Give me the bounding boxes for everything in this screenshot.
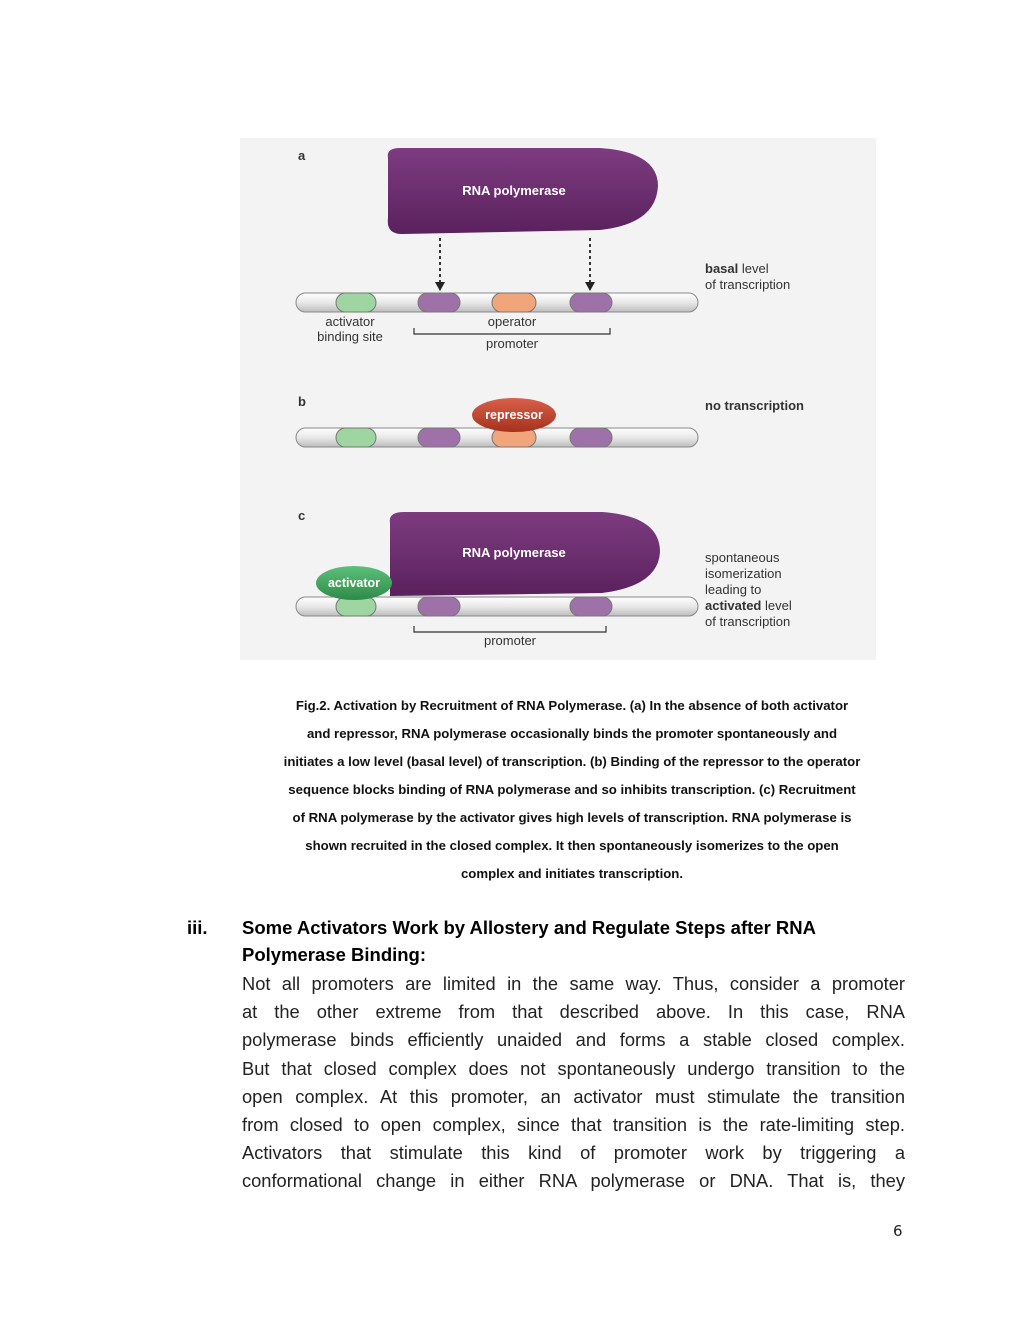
body-line: open complex. At this promoter, an activator must stimulate the transition [242, 1085, 905, 1107]
body-line: Not all promoters are limited in the same way. Thus, consider a promoter [242, 973, 905, 994]
no-transcription-note: no transcription [705, 398, 804, 413]
caption-line: shown recruited in the closed complex. It then spontaneously isomerizes to the open [305, 838, 839, 853]
promoter-element-left-c [418, 597, 460, 616]
dna-strand-a [296, 293, 698, 312]
caption-line: sequence blocks binding of RNA polymerase and so inhibits transcription. (c) Recruitment [288, 782, 856, 797]
promoter-element-right-b [570, 428, 612, 447]
activator-site-label-1: activator [325, 314, 375, 329]
basal-note-rest: level [738, 261, 769, 276]
section-heading-line1: Some Activators Work by Allostery and Regulate Steps after RNA [242, 917, 816, 938]
panel-a-label: a [298, 148, 306, 163]
activated-note-line1: spontaneous [705, 550, 780, 565]
body-line: conformational change in either RNA polymerase or DNA. That is, they [242, 1170, 905, 1192]
activated-note-bold: activated [705, 598, 762, 613]
operator-label: operator [487, 314, 537, 329]
body-line: from closed to open complex, since that transition is the rate-limiting step. [242, 1114, 905, 1136]
basal-note-bold: basal [705, 261, 739, 276]
promoter-label-c: promoter [483, 633, 537, 648]
caption-line: Fig.2. Activation by Recruitment of RNA Polymerase. (a) In the absence of both activator [295, 698, 849, 713]
promoter-element-left-b [418, 428, 460, 447]
activated-note-line4 [705, 598, 792, 613]
activator-site-b [336, 428, 376, 447]
caption-line: complex and initiates transcription. [460, 866, 684, 881]
caption-line: of RNA polymerase by the activator gives high levels of transcription. RNA polymerase is [292, 810, 852, 825]
activated-note-rest: level [761, 598, 792, 613]
body-line: polymerase binds efficiently unaided and forms a stable closed complex. [242, 1029, 905, 1051]
body-line: Activators that stimulate this kind of promoter work by triggering a [242, 1142, 905, 1164]
figure-activation-by-recruitment [240, 138, 876, 660]
promoter-element-right-a [570, 293, 612, 312]
caption-line: and repressor, RNA polymerase occasionally binds the promoter spontaneously and [306, 726, 838, 741]
promoter-element-right-c [570, 597, 612, 616]
body-line: at the other extreme from that described above. In this case, RNA [242, 1001, 905, 1023]
section-heading-line2: Polymerase Binding: [242, 944, 427, 965]
section-heading [242, 914, 906, 968]
activated-note-line2: isomerization [705, 566, 782, 581]
rna-polymerase-a-label: RNA polymerase [462, 183, 566, 198]
activated-note-line3: leading to [705, 582, 762, 597]
figure-caption [236, 692, 908, 888]
section-body [242, 970, 905, 1196]
dna-strand-b [296, 428, 698, 447]
activator-label: activator [327, 576, 381, 590]
basal-note-line1 [705, 261, 769, 276]
activator-site-label-2: binding site [317, 329, 383, 344]
section-number: iii. [187, 917, 208, 938]
activated-note-line5: of transcription [705, 614, 791, 629]
basal-note-line2: of transcription [705, 277, 791, 292]
arrow-right-a-head [585, 282, 595, 291]
repressor-label: repressor [485, 408, 543, 422]
page-number: 6 [893, 1222, 903, 1240]
arrow-left-a-head [435, 282, 445, 291]
activator-site-a [336, 293, 376, 312]
figure-diagram [240, 138, 876, 660]
caption-line: initiates a low level (basal level) of transcription. (b) Binding of the repressor to the operator [283, 754, 861, 769]
rna-polymerase-c-label: RNA polymerase [462, 545, 566, 560]
panel-b-label: b [298, 394, 306, 409]
promoter-bracket-c [414, 626, 606, 632]
promoter-label-a: promoter [485, 336, 539, 351]
panel-c-label: c [298, 508, 306, 523]
promoter-element-left-a [418, 293, 460, 312]
operator-a [492, 293, 536, 312]
body-line: But that closed complex does not spontaneously undergo transition to the [242, 1057, 905, 1079]
